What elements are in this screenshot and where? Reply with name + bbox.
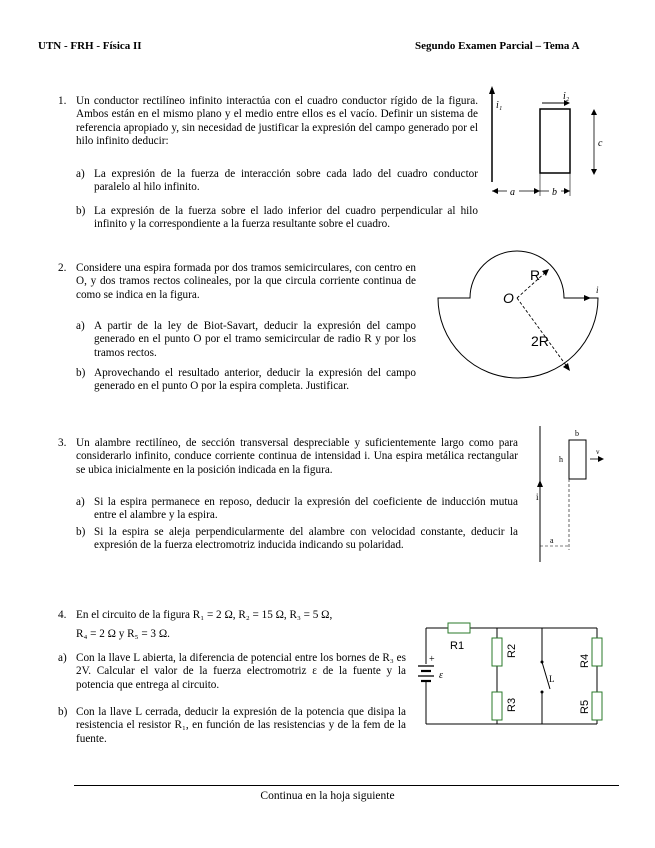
q1-number: 1. (58, 95, 67, 107)
q4-b-text: Con la llave L cerrada, deducir la expresión de la potencia que disipa la resistencia el resistor R₁, en función de las resistencias y de la fem de la fuente. (76, 706, 406, 745)
q4-fig-R5: R5 (579, 699, 591, 714)
q4-line2: R₄ = 2 Ω y R₅ = 3 Ω. (76, 628, 170, 640)
q3-text: Un alambre rectilíneo, de sección transversal despreciable y suficientemente largo como para considerarlo infinito, conduce corriente continua de intensidad i. Una espira metálica rectangular se ubica inicialmente en la posición indicada en la figura. (76, 437, 518, 476)
q4-a-text: Con la llave L abierta, la diferencia de potencial entre los bornes de R₃ es 2V. Calcular el valor de la fuerza electromotriz ε de la fuente y la potencia que entrega al circuito. (76, 652, 406, 691)
footer-rule (74, 785, 619, 786)
q4-fig-R2: R2 (506, 643, 518, 658)
q1-fig-i1: i₁ (496, 100, 503, 111)
q1-b-label: b) (76, 205, 86, 217)
q3-fig-a: a (550, 536, 554, 545)
q2-fig-2R: 2R (531, 333, 549, 349)
q1-a-label: a) (76, 168, 85, 180)
q2-text: Considere una espira formada por dos tramos semicirculares, con centro en O, y dos tramos rectos colineales, por la que circula corriente continua de como se indica en la figura. (76, 262, 416, 301)
q2-a-text: A partir de la ley de Biot-Savart, deducir la expresión del campo generado en el punto O por el tramo semicircular de radio R y por los tramos rectos. (94, 320, 416, 359)
q4-fig-L: L (549, 674, 555, 684)
q3-a-label: a) (76, 496, 85, 508)
q4-b-label: b) (58, 706, 68, 718)
q4-fig-eps: ε (439, 670, 443, 681)
q2-fig-i: i (596, 285, 599, 295)
q1-fig-i2: i₂ (563, 91, 570, 102)
q4-fig-plus: + (429, 654, 435, 665)
q1-a-text: La expresión de la fuerza de interacción sobre cada lado del cuadro conductor paralelo al hilo infinito. (94, 168, 478, 194)
q3-b-text: Si la espira se aleja perpendicularmente del alambre con velocidad constante, deducir la expresión de la fuerza electromotriz inducida indicando su polaridad. (94, 526, 518, 552)
q3-number: 3. (58, 437, 67, 449)
q2-fig-O: O (503, 290, 514, 306)
footer-text: Continua en la hoja siguiente (260, 790, 395, 802)
q3-figure (528, 422, 618, 564)
q3-fig-b: b (575, 429, 579, 438)
q4-a-label: a) (58, 652, 67, 664)
header-left: UTN - FRH - Física II (38, 40, 142, 52)
q3-a-text: Si la espira permanece en reposo, deducir la expresión del coeficiente de inducción mutua entre el alambre y la espira. (94, 496, 518, 522)
q1-fig-c: c (598, 138, 603, 149)
q1-fig-b: b (552, 187, 557, 198)
q3-b-label: b) (76, 526, 86, 538)
q3-fig-h: h (559, 455, 563, 464)
q1-fig-a: a (510, 187, 515, 198)
q1-text: Un conductor rectilíneo infinito interactúa con el cuadro conductor rígido de la figura. Ambos están en el mismo plano y el medio entre ellos es el vacío. Definir un sistema de referencia apropiado y, sin necesidad de justificar la expresión del campo generado por el hilo infinito deducir: (76, 95, 478, 148)
q3-fig-v: v (596, 448, 600, 456)
q4-fig-R4: R4 (579, 653, 591, 668)
q3-fig-i: i (536, 492, 539, 502)
q2-number: 2. (58, 262, 67, 274)
q4-number: 4. (58, 609, 67, 621)
q4-fig-R3: R3 (506, 697, 518, 712)
q2-a-label: a) (76, 320, 85, 332)
q4-line1: En el circuito de la figura R₁ = 2 Ω, R₂ = 15 Ω, R₃ = 5 Ω, (76, 609, 333, 621)
q2-fig-R: R (530, 267, 541, 283)
q2-b-label: b) (76, 367, 86, 379)
header-right: Segundo Examen Parcial – Tema A (415, 40, 580, 52)
q2-figure (428, 246, 612, 402)
q1-b-text: La expresión de la fuerza sobre el lado inferior del cuadro perpendicular al hilo infinito y la correspondiente a la fuerza resultante sobre el cuadro. (94, 205, 478, 231)
q1-figure (484, 84, 610, 204)
q4-circuit (412, 612, 612, 736)
q4-fig-R1: R1 (450, 640, 465, 652)
q2-b-text: Aprovechando el resultado anterior, deducir la expresión del campo generado en el punto O por la espira completa. Justificar. (94, 367, 416, 393)
